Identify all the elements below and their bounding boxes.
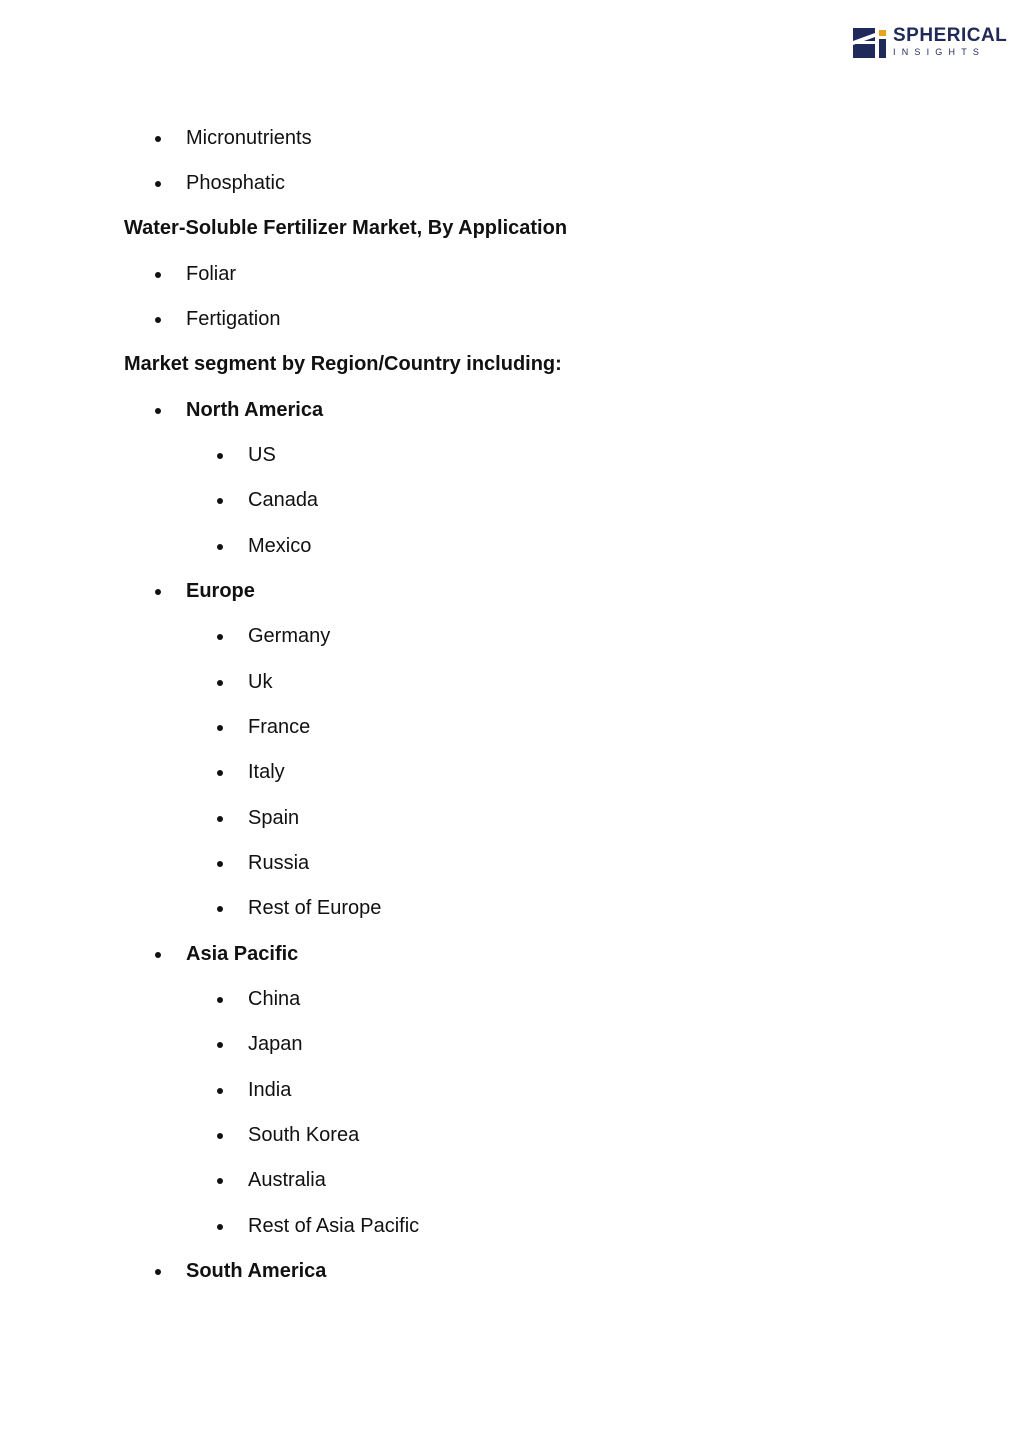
- bullet-icon: [217, 861, 223, 867]
- bullet-icon: [217, 1042, 223, 1048]
- country-label: Canada: [248, 489, 319, 511]
- spherical-insights-logo-icon: [853, 28, 889, 58]
- country-label: Germany: [248, 625, 331, 647]
- region-label: North America: [186, 399, 324, 421]
- bullet-icon: [217, 634, 223, 640]
- spherical-insights-logo: [853, 25, 1008, 60]
- bullet-icon: [155, 272, 161, 278]
- logo-line-insights: INSIGHTS: [893, 47, 986, 57]
- bullet-icon: [155, 408, 161, 414]
- region-item: [0, 397, 1023, 423]
- country-label: Rest of Europe: [248, 897, 382, 919]
- region-item: [0, 941, 1023, 967]
- list-item: [0, 170, 1023, 196]
- country-label: Uk: [248, 671, 273, 693]
- region-label: South America: [186, 1260, 327, 1282]
- bullet-icon: [217, 544, 223, 550]
- country-label: Rest of Asia Pacific: [248, 1215, 420, 1237]
- bullet-icon: [155, 952, 161, 958]
- region-label: Europe: [186, 580, 255, 602]
- bullet-icon: [217, 816, 223, 822]
- bullet-icon: [155, 1269, 161, 1275]
- country-item: [0, 1167, 1023, 1193]
- bullet-icon: [155, 136, 161, 142]
- region-item: [0, 578, 1023, 604]
- country-label: China: [248, 988, 301, 1010]
- country-label: India: [248, 1079, 292, 1101]
- list-item-label: Micronutrients: [186, 127, 312, 149]
- bullet-icon: [217, 680, 223, 686]
- country-item: [0, 1031, 1023, 1057]
- region-label: Asia Pacific: [186, 943, 299, 965]
- country-label: Russia: [248, 852, 310, 874]
- country-item: [0, 850, 1023, 876]
- logo-wordmark: [893, 26, 1007, 58]
- country-label: Japan: [248, 1033, 303, 1055]
- bullet-icon: [155, 181, 161, 187]
- list-item-label: Foliar: [186, 263, 237, 285]
- country-item: [0, 623, 1023, 649]
- bullet-icon: [217, 1133, 223, 1139]
- country-item: [0, 487, 1023, 513]
- country-label: Mexico: [248, 535, 312, 557]
- country-label: Australia: [248, 1169, 326, 1191]
- country-item: [0, 805, 1023, 831]
- bullet-icon: [155, 589, 161, 595]
- country-item: [0, 669, 1023, 695]
- country-item: [0, 759, 1023, 785]
- country-item: [0, 895, 1023, 921]
- list-item-label: Fertigation: [186, 308, 281, 330]
- list-item: [0, 306, 1023, 332]
- application-section-heading: Water-Soluble Fertilizer Market, By Application: [124, 217, 568, 239]
- bullet-icon: [217, 1224, 223, 1230]
- country-item: [0, 714, 1023, 740]
- region-section-heading: Market segment by Region/Country including:: [124, 353, 562, 375]
- bullet-icon: [155, 317, 161, 323]
- bullet-icon: [217, 770, 223, 776]
- bullet-icon: [217, 997, 223, 1003]
- bullet-icon: [217, 725, 223, 731]
- logo-line-spherical: SPHERICAL: [893, 25, 1008, 46]
- country-item: [0, 442, 1023, 468]
- country-item: [0, 986, 1023, 1012]
- country-label: Italy: [248, 761, 285, 783]
- country-item: [0, 1077, 1023, 1103]
- country-label: US: [248, 444, 276, 466]
- bullet-icon: [217, 453, 223, 459]
- bullet-icon: [217, 906, 223, 912]
- country-item: [0, 1213, 1023, 1239]
- country-label: South Korea: [248, 1124, 360, 1146]
- country-label: Spain: [248, 807, 300, 829]
- region-item: [0, 1258, 1023, 1284]
- list-item-label: Phosphatic: [186, 172, 285, 194]
- country-item: [0, 1122, 1023, 1148]
- country-label: France: [248, 716, 311, 738]
- bullet-icon: [217, 498, 223, 504]
- bullet-icon: [217, 1178, 223, 1184]
- list-item: [0, 125, 1023, 151]
- country-item: [0, 533, 1023, 559]
- bullet-icon: [217, 1088, 223, 1094]
- list-item: [0, 261, 1023, 287]
